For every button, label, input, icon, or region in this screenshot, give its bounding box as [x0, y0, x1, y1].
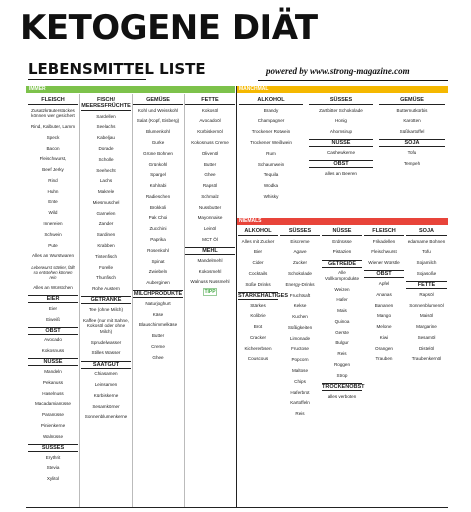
food-item: Sesamöl [417, 334, 436, 340]
food-item: Kokosnuss Creme [191, 139, 229, 145]
manchmal-col-gemuese [379, 96, 445, 169]
band-immer-label: IMMER [29, 86, 46, 92]
food-item: Schokolade [287, 270, 312, 276]
food-item: Kürbiskernöl [197, 129, 223, 135]
food-item: Sardellen [96, 113, 116, 119]
food-item: Thunfisch [96, 275, 116, 281]
food-item: Zucker [292, 260, 308, 266]
food-item: Weizen [334, 286, 350, 292]
food-item: Cider [252, 260, 264, 266]
food-item: Kuchen [292, 314, 308, 320]
food-item: Tofu [407, 149, 417, 155]
niemals-col-suesses [280, 227, 320, 419]
food-item: Leinöl [203, 226, 217, 232]
food-item: Cocktails [248, 270, 268, 276]
food-item: Honig [334, 118, 347, 124]
section-header: OBST [28, 327, 78, 335]
section-header: SOJA [379, 139, 445, 147]
food-item: Garnelen [96, 210, 116, 216]
food-item: Süße Drinks [245, 281, 271, 287]
column-header: SOJA [406, 227, 447, 236]
niemals-col-soja [406, 227, 447, 365]
food-item: Gerste [335, 329, 349, 335]
column-header: SÜSSES [309, 96, 373, 105]
food-item: Olivenöl [201, 150, 219, 156]
food-item: Sprudelwasser [90, 339, 122, 345]
niemals-col-nuesse [322, 227, 365, 402]
food-item: Stevia [46, 465, 60, 471]
immer-col-gemuese [133, 96, 183, 363]
food-item: Stärkes [250, 302, 266, 308]
food-item: Tofu [422, 249, 431, 255]
food-item: Zartbitter Schokolade [319, 107, 363, 113]
section-header: TROCKENOBST [322, 383, 365, 390]
food-item: Butter [151, 333, 165, 339]
food-item: Auberginen [146, 280, 170, 286]
food-item: Orangen [375, 345, 393, 351]
food-item: Eiweiß [46, 316, 60, 322]
food-item: Leinsamen [94, 381, 118, 387]
food-item: Brandy [263, 107, 279, 113]
food-item: Kürbiskerne [93, 392, 119, 398]
food-item: Kohlrabi [149, 183, 167, 189]
divider-main [236, 86, 237, 508]
food-item: Tempeh [403, 160, 421, 166]
food-item: Nussbutter [198, 204, 222, 210]
food-item: Kabeljau [97, 135, 115, 141]
food-item: Haselnuss [42, 390, 64, 396]
food-item: Kichererbsen [244, 345, 272, 351]
divider-3 [184, 94, 185, 508]
food-item: Scholle [98, 156, 114, 162]
food-item: Bacon [46, 145, 60, 151]
food-item: Reis [337, 351, 347, 357]
band-niemals [236, 218, 448, 225]
food-item: Dorade [98, 145, 114, 151]
food-item: Cashewkerne [326, 149, 356, 155]
food-item: Fructose [291, 346, 309, 352]
column-header: SÜSSES [280, 227, 320, 236]
food-item: Strop [336, 372, 348, 378]
food-item: Alles mit Zucker [241, 238, 275, 244]
food-item: Forelle [98, 264, 114, 270]
food-item: Lachs [99, 178, 113, 184]
band-immer [26, 86, 235, 93]
food-item: Rapsöl [202, 183, 218, 189]
food-item: Blauschimmelkäse [138, 322, 178, 328]
food-item: Krabben [97, 242, 115, 248]
food-item: Avocadoöl [199, 118, 221, 124]
food-item: Walnuss Nussmehl [190, 279, 230, 285]
food-item: Energy-Drinks [285, 281, 315, 287]
food-item: Zusatzkräuterstückes können wer gesichert [31, 107, 75, 119]
food-item: Salat (Kopf, Eisberg) [136, 118, 180, 124]
powered-underline [258, 80, 448, 81]
food-item: Apfel [378, 280, 390, 286]
food-item: Bier [253, 249, 263, 255]
section-header: SAATGUT [81, 361, 131, 369]
food-item: Spinat [151, 258, 165, 264]
food-item: Rapsöl [419, 291, 434, 297]
food-item: Popcorn [291, 357, 309, 363]
section-header: GETRÄNKE [81, 296, 131, 304]
food-item: Sonnenblumenöl [409, 302, 444, 308]
column-header: GEMÜSE [379, 96, 445, 105]
food-item: Rohe Austern [92, 286, 120, 292]
food-item: Tequila [263, 172, 279, 178]
niemals-col-alkohol [238, 227, 289, 365]
food-item: Schwein [44, 231, 62, 237]
food-item: Kiwi [379, 334, 389, 340]
food-item: Sojasoße [416, 270, 437, 276]
band-manchmal-label: MANCHMAL [239, 86, 269, 92]
food-item: Wild [48, 210, 58, 216]
food-item: Butter [203, 161, 217, 167]
food-item: Grünkohl [148, 161, 168, 167]
food-item: Traubenkernöl [411, 356, 442, 362]
immer-col-fleisch [28, 96, 78, 484]
food-item: Tintenfisch [94, 253, 118, 259]
subtitle-underline [28, 79, 146, 80]
food-item: Pekanuss [42, 379, 64, 385]
food-item: Ahornsirup [329, 129, 353, 135]
section-header: FETTE [406, 281, 447, 289]
food-item: Käse [152, 311, 164, 317]
food-item: Brokkoli [149, 204, 167, 210]
food-item: Pute [48, 242, 58, 248]
food-item: Süßigkeiten [287, 324, 313, 330]
food-item: Mais [337, 308, 347, 314]
food-item: Mango [376, 313, 392, 319]
divider-2 [132, 94, 133, 508]
food-item: Sonnenblumenkerne [84, 414, 128, 420]
food-item: Creme [151, 344, 165, 349]
column-header: ALKOHOL [238, 227, 278, 236]
food-table [26, 86, 448, 508]
food-item: Frikadellen [372, 238, 396, 244]
food-item: Alles an Würstchen [33, 285, 73, 291]
food-item: Mayonnaise [197, 215, 223, 221]
food-item: Whisky [263, 193, 279, 199]
food-item: Couscous [247, 356, 269, 362]
food-item: Sesamkörner [92, 403, 120, 409]
column-header: FLEISCH [28, 96, 78, 105]
food-item: Zander [98, 221, 114, 227]
food-item: Paprika [150, 236, 166, 242]
food-item: Huhn [47, 188, 59, 194]
food-item: Trauben [375, 356, 393, 362]
bottom-rule [26, 507, 448, 508]
food-item: Brot [253, 324, 263, 330]
food-item: Limonade [289, 335, 311, 341]
food-item: Fleischwurst [371, 249, 397, 255]
food-item: Stilles Wasser [91, 350, 121, 356]
food-item: Kartoffeln [290, 400, 310, 406]
food-item: Seelachs [96, 124, 116, 130]
food-item: Rind, Kalbuter, Lamm [30, 123, 76, 129]
food-item: Paranüsse [42, 412, 64, 418]
column-header: GEMÜSE [133, 96, 183, 105]
section-header: MILCHPRODUKTE [133, 291, 183, 298]
food-item: Zucchini [149, 226, 167, 232]
food-item: Cracker [249, 334, 267, 340]
band-niemals-label: NIEMALS [239, 218, 262, 224]
column-note: Leberwurst stärker, fällt so entstehen können rein [31, 264, 75, 280]
powered-by: powered by www.strong-magazine.com [266, 66, 410, 76]
food-item: Reis [295, 411, 305, 417]
tipp-label: TIPP [204, 288, 216, 295]
food-item: Kokosnuss [41, 348, 65, 354]
food-item: edamame Bohnen [407, 238, 446, 244]
niemals-col-fleisch [364, 227, 404, 365]
food-item: Quinoa [334, 318, 350, 324]
food-item: Karotten [403, 118, 421, 124]
food-item: Rum [266, 150, 276, 156]
food-item: Alles an Wurstwaren [31, 253, 75, 259]
food-item: Trockener Rotwein [251, 129, 291, 135]
food-item: Schmalz [201, 193, 219, 199]
section-header: EIER [28, 295, 78, 303]
food-item: Kaffee (nur mit Sahne, Kokosöl oder ohne Milch) [83, 317, 129, 334]
food-item: Bulgur [335, 340, 349, 346]
food-item: Maisöl [419, 313, 434, 319]
food-item: Roggen [333, 362, 351, 367]
food-item: MCT Öl [202, 236, 218, 242]
food-item: Wiener Würstle [368, 260, 400, 266]
food-item: Kohl und Weisskohl [137, 107, 179, 113]
food-item: Pinienkerne [40, 422, 66, 428]
page-title: KETOGENE DIÄT [20, 8, 318, 48]
divider-1 [79, 94, 80, 508]
food-item: Naturjoghurt [145, 300, 171, 306]
food-item: Süßkartoffel [399, 129, 425, 135]
immer-col-fette [185, 96, 235, 296]
column-header: FISCH/ MEERESFRÜCHTE [81, 97, 131, 109]
food-item: Radieschen [145, 193, 171, 199]
food-item: Bananen [374, 302, 394, 308]
food-item: Melone [376, 324, 392, 330]
food-item: Mandelmehl [197, 257, 223, 263]
food-item: Sojamilch [416, 260, 437, 266]
food-item: Alle Vollkornprodukte [324, 270, 360, 281]
band-manchmal [236, 86, 448, 93]
food-item: Haferbrot [290, 389, 310, 395]
food-item: Agave [293, 249, 307, 255]
tipp-box [203, 288, 216, 296]
food-item: Beef Jerky [42, 167, 64, 173]
section-header: GETREIDE [322, 260, 362, 268]
food-item: Ghee [152, 354, 164, 360]
food-item: Butternutkürbis [396, 107, 428, 113]
food-item: Xylitol [46, 476, 60, 482]
food-item: Miesmuschel [92, 199, 120, 205]
food-item: Makrele [97, 189, 115, 195]
manchmal-col-alkohol [239, 96, 303, 202]
column-header: ALKOHOL [239, 96, 303, 105]
food-item: Fruchtsaft [289, 292, 311, 298]
food-item: Schaumwein [257, 161, 285, 167]
food-item: Fleischwurst, [39, 156, 67, 162]
food-item: Chiasamen [94, 371, 118, 377]
food-item: Trockener Weißwein [250, 139, 292, 145]
food-item: Seehecht [96, 167, 116, 173]
food-item: Tee (ohne Milch) [89, 306, 123, 312]
food-item: Hafer [336, 297, 348, 303]
section-header: NÜSSE [28, 358, 78, 366]
food-item: Speck [46, 134, 60, 140]
section-header: SÜSSES [28, 444, 78, 452]
section-header: OBST [309, 160, 373, 168]
food-item: alles an Beeren [325, 170, 357, 176]
food-item: Grüne Bohnen [143, 150, 173, 156]
section-header: MEHL [185, 247, 235, 255]
section-header: STÄRKEHALTIGES [238, 292, 289, 299]
food-item: Kokosöl [201, 107, 219, 113]
food-item: Innereien [43, 221, 63, 226]
immer-col-fisch [81, 96, 131, 423]
food-item: Chips [294, 378, 306, 384]
food-item: Pistazien [332, 249, 352, 255]
food-item: Kokosmehl [198, 268, 222, 274]
food-item: Maltose [291, 367, 309, 373]
food-item: Blumenkohl [145, 129, 170, 135]
food-item: Eiscreme [290, 238, 310, 244]
food-item: Kolibrie [250, 313, 266, 319]
food-item: Pak Choi [148, 215, 168, 221]
food-item: Mandeln [44, 369, 62, 375]
food-item: Distelöl [418, 345, 435, 351]
food-item: Ente [48, 199, 58, 205]
food-item: Kekse [293, 303, 307, 309]
section-header: OBST [364, 270, 404, 278]
food-item: Zwiebeln [148, 269, 168, 275]
food-item: Rind [48, 177, 58, 183]
column-header: FLEISCH [364, 227, 404, 236]
food-item: Avocado [44, 337, 62, 343]
food-item: Ananas [376, 291, 392, 297]
food-item: alles verboten [327, 393, 357, 399]
food-item: Ghee [204, 172, 216, 178]
manchmal-col-suesses [309, 96, 373, 179]
food-item: Gurke [151, 139, 165, 145]
food-item: Macadamianüsse [34, 401, 71, 407]
food-item: Erdnüsse [332, 238, 352, 244]
food-item: Sardinen [96, 232, 116, 238]
food-item: Rosenkohl [147, 247, 169, 253]
section-header: NÜSSE [309, 139, 373, 147]
food-item: Erythrit [45, 454, 61, 460]
food-item: Wodka [263, 183, 279, 189]
column-header: FETTE [185, 96, 235, 105]
column-header: NÜSSE [322, 227, 362, 236]
food-item: Walnüsse [43, 433, 63, 439]
food-item: Champagner [257, 118, 285, 124]
page-subtitle: LEBENSMITTEL LISTE [28, 60, 206, 78]
food-item: Margarine [416, 324, 437, 330]
food-item: Eier [48, 305, 58, 311]
food-item: Spargel [150, 172, 166, 178]
